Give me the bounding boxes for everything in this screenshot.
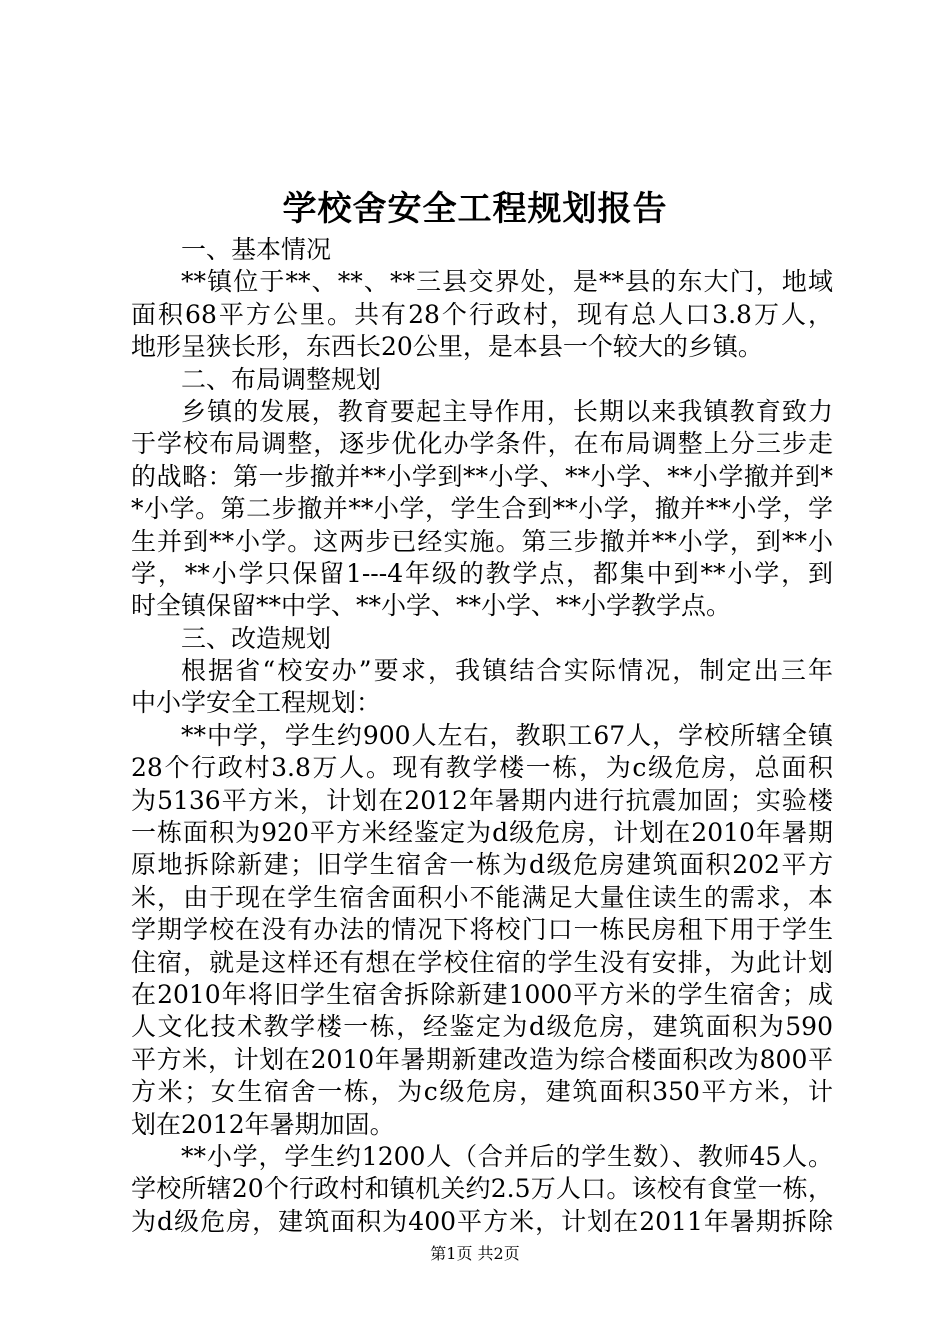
text-line: 学，**小学只保留1---4年级的教学点，都集中到**小学，到: [131, 558, 833, 588]
text-line: 米，由于现在学生宿舍面积小不能满足大量住读生的需求，本: [131, 882, 833, 912]
text-line: 为5136平方米，计划在2012年暑期内进行抗震加固；实验楼: [131, 785, 833, 815]
text-line: 地形呈狭长形，东西长20公里，是本县一个较大的乡镇。: [131, 332, 763, 362]
text-line: 时全镇保留**中学、**小学、**小学、**小学教学点。: [131, 591, 732, 621]
text-line: 根据省“校安办”要求，我镇结合实际情况，制定出三年: [181, 656, 833, 686]
text-line: 原地拆除新建；旧学生宿舍一栋为d级危房建筑面积202平方: [131, 850, 833, 880]
text-line: 划在2012年暑期加固。: [131, 1109, 395, 1139]
text-line: 一、基本情况: [181, 235, 332, 264]
text-line: 二、布局调整规划: [181, 364, 382, 394]
text-line: **镇位于**、**、**三县交界处，是**县的东大门，地域: [181, 267, 833, 297]
text-line: 为d级危房，建筑面积为400平方米，计划在2011年暑期拆除: [131, 1206, 833, 1236]
document-title: 学校舍安全工程规划报告: [282, 189, 668, 229]
text-line: **小学，学生约1200人（合并后的学生数）、教师45人。: [181, 1141, 833, 1171]
text-line: 方米；女生宿舍一栋，为c级危房，建筑面积350平方米，计: [131, 1077, 833, 1107]
text-line: 学校所辖20个行政村和镇机关约2.5万人口。该校有食堂一栋，: [131, 1174, 833, 1204]
text-line: 于学校布局调整，逐步优化办学条件，在布局调整上分三步走: [131, 429, 833, 459]
text-line: 生并到**小学。这两步已经实施。第三步撤并**小学，到**小: [131, 526, 833, 556]
text-line: 住宿，就是这样还有想在学校住宿的学生没有安排，为此计划: [131, 947, 833, 977]
text-line: *小学。第二步撤并**小学，学生合到**小学，撤并**小学，学: [131, 494, 833, 524]
text-line: **中学，学生约900人左右，教职工67人，学校所辖全镇: [181, 720, 833, 750]
text-line: 一栋面积为920平方米经鉴定为d级危房，计划在2010年暑期: [131, 818, 833, 848]
text-line: 中小学安全工程规划：: [131, 688, 382, 718]
text-line: 的战略：第一步撤并**小学到**小学、**小学、**小学撤并到*: [131, 461, 833, 491]
text-line: 在2010年将旧学生宿舍拆除新建1000平方米的学生宿舍；成: [131, 979, 833, 1009]
text-line: 学期学校在没有办法的情况下将校门口一栋民房租下用于学生: [131, 915, 833, 945]
text-line: 三、改造规划: [181, 623, 332, 653]
text-line: 面积68平方公里。共有28个行政村，现有总人口3.8万人，: [131, 299, 833, 329]
page-footer: 第1页 共2页: [430, 1244, 520, 1263]
text-line: 28个行政村3.8万人。现有教学楼一栋，为c级危房，总面积: [131, 753, 833, 783]
text-line: 人文化技术教学楼一栋，经鉴定为d级危房，建筑面积为590: [131, 1012, 833, 1042]
document-body: [131, 234, 833, 1238]
text-line: 乡镇的发展，教育要起主导作用，长期以来我镇教育致力: [181, 396, 833, 426]
text-line: 平方米，计划在2010年暑期新建改造为综合楼面积改为800平: [131, 1044, 833, 1074]
